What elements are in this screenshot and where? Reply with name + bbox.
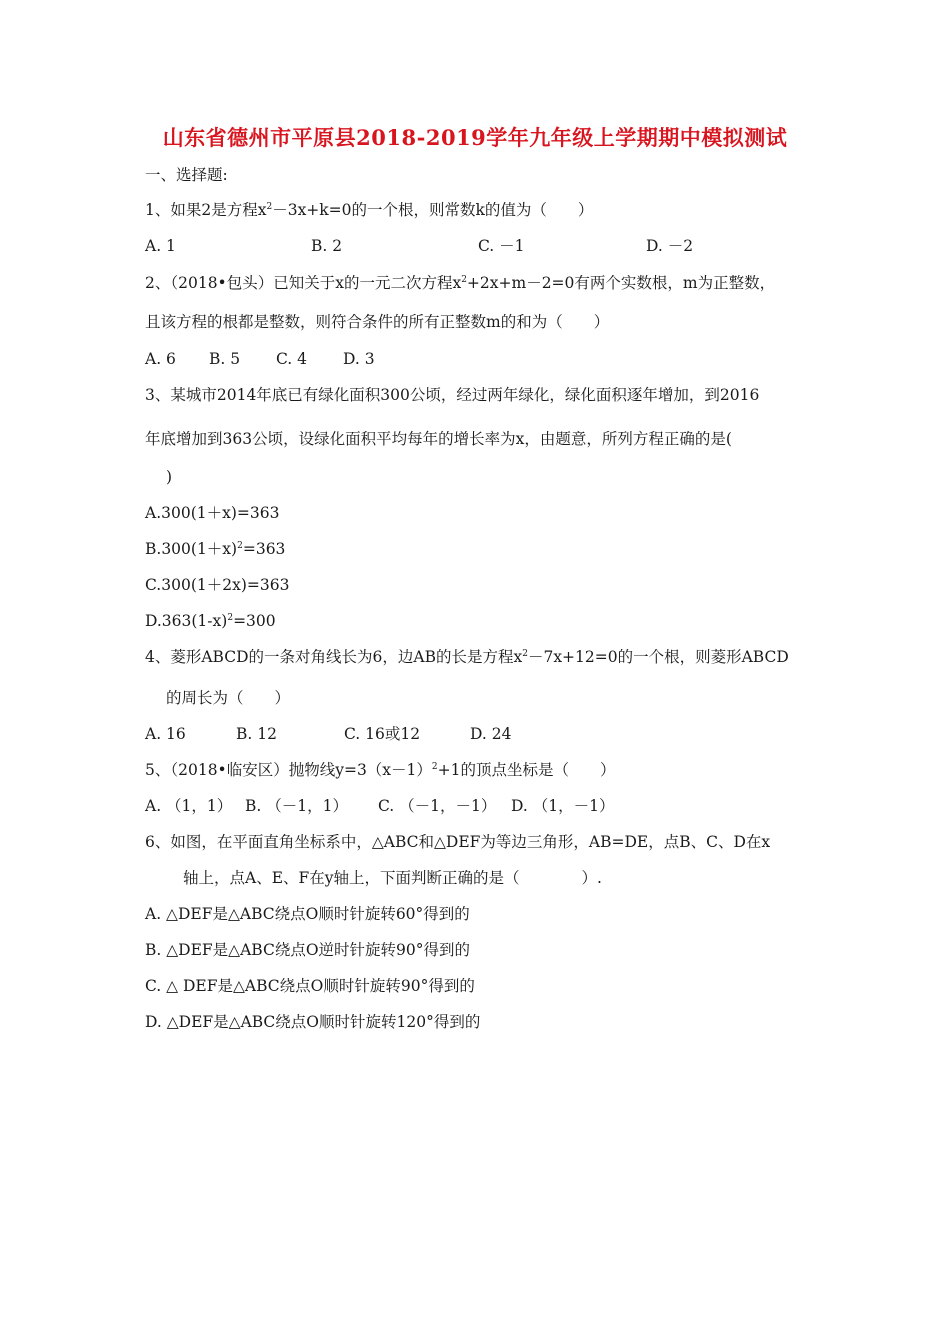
question-1-option-b: B. 2 bbox=[311, 237, 343, 255]
document-title: 山东省德州市平原县2018-2019学年九年级上学期期中模拟测试 bbox=[162, 125, 788, 150]
question-2-line-1: 2、（2018•包头）已知关于x的一元二次方程$x^2+2x+m-2=0$有两个实数根，m为正整数， bbox=[145, 274, 776, 292]
question-3-line-2: 年底增加到363公顷，设绿化面积平均每年的增长率为x，由题意，所列方程正确的是( bbox=[145, 430, 732, 448]
question-3-line-3: ) bbox=[166, 468, 173, 486]
question-5-option-d: D. （1，－1） bbox=[511, 797, 615, 815]
question-5-option-c: C. （－1，－1） bbox=[378, 797, 497, 815]
question-5-option-a: A. （1，1） bbox=[145, 797, 233, 815]
question-3-option-a: A.300(1＋x)=363 bbox=[145, 504, 280, 522]
question-4-option-d: D. 24 bbox=[470, 725, 512, 743]
question-4-line-2: 的周长为（ ） bbox=[166, 689, 291, 707]
question-3-line-1: 3、某城市2014年底已有绿化面积300公顷，经过两年绿化，绿化面积逐年增加，到2016 bbox=[145, 386, 760, 404]
question-3-option-d: $D.363(1-x)^2=300$ bbox=[145, 612, 276, 630]
question-3-option-b: $B.300(1+x)^2=363$ bbox=[145, 540, 286, 558]
question-4-option-a: A. 16 bbox=[145, 725, 186, 743]
question-2-option-b: B. 5 bbox=[209, 350, 241, 368]
question-6-line-1: 6、如图，在平面直角坐标系中，△ABC和△DEF为等边三角形，AB=DE，点B、C、D在x bbox=[145, 833, 771, 851]
question-4-line-1: 4、菱形ABCD的一条对角线长为6，边AB的长是方程$x^2-7x+12=0$的一个根，则菱形ABCD bbox=[145, 648, 789, 666]
question-6-option-a: A. △DEF是△ABC绕点O顺时针旋转60°得到的 bbox=[145, 905, 470, 923]
question-1-option-c: C. －1 bbox=[478, 237, 525, 255]
question-6-option-c: C. △ DEF是△ABC绕点O顺时针旋转90°得到的 bbox=[145, 977, 475, 995]
section-heading: 一、选择题: bbox=[145, 166, 228, 184]
question-2-option-c: C. 4 bbox=[276, 350, 308, 368]
question-2-line-2: 且该方程的根都是整数，则符合条件的所有正整数m的和为（ ） bbox=[145, 313, 610, 331]
question-5-option-b: B. （－1，1） bbox=[245, 797, 348, 815]
question-4-option-c: C. 16或12 bbox=[344, 725, 421, 743]
question-4-option-b: B. 12 bbox=[236, 725, 277, 743]
question-3-option-c: C.300(1＋2x)=363 bbox=[145, 576, 290, 594]
question-2-option-a: A. 6 bbox=[145, 350, 176, 368]
question-6-option-b: B. △DEF是△ABC绕点O逆时针旋转90°得到的 bbox=[145, 941, 470, 959]
question-1-option-a: A. 1 bbox=[145, 237, 176, 255]
question-1-stem: 1、如果2是方程$x^2-3x+k=0$的一个根，则常数k的值为（ ） bbox=[145, 201, 594, 219]
question-2-option-d: D. 3 bbox=[343, 350, 375, 368]
question-5-stem: 5、（2018•临安区）抛物线$y=3(x-1)^2+1$的顶点坐标是（ ） bbox=[145, 761, 616, 779]
question-6-option-d: D. △DEF是△ABC绕点O顺时针旋转120°得到的 bbox=[145, 1013, 481, 1031]
question-1-option-d: D. －2 bbox=[646, 237, 694, 255]
question-6-line-2: 轴上，点A、E、F在y轴上，下面判断正确的是（ ）. bbox=[183, 869, 602, 887]
